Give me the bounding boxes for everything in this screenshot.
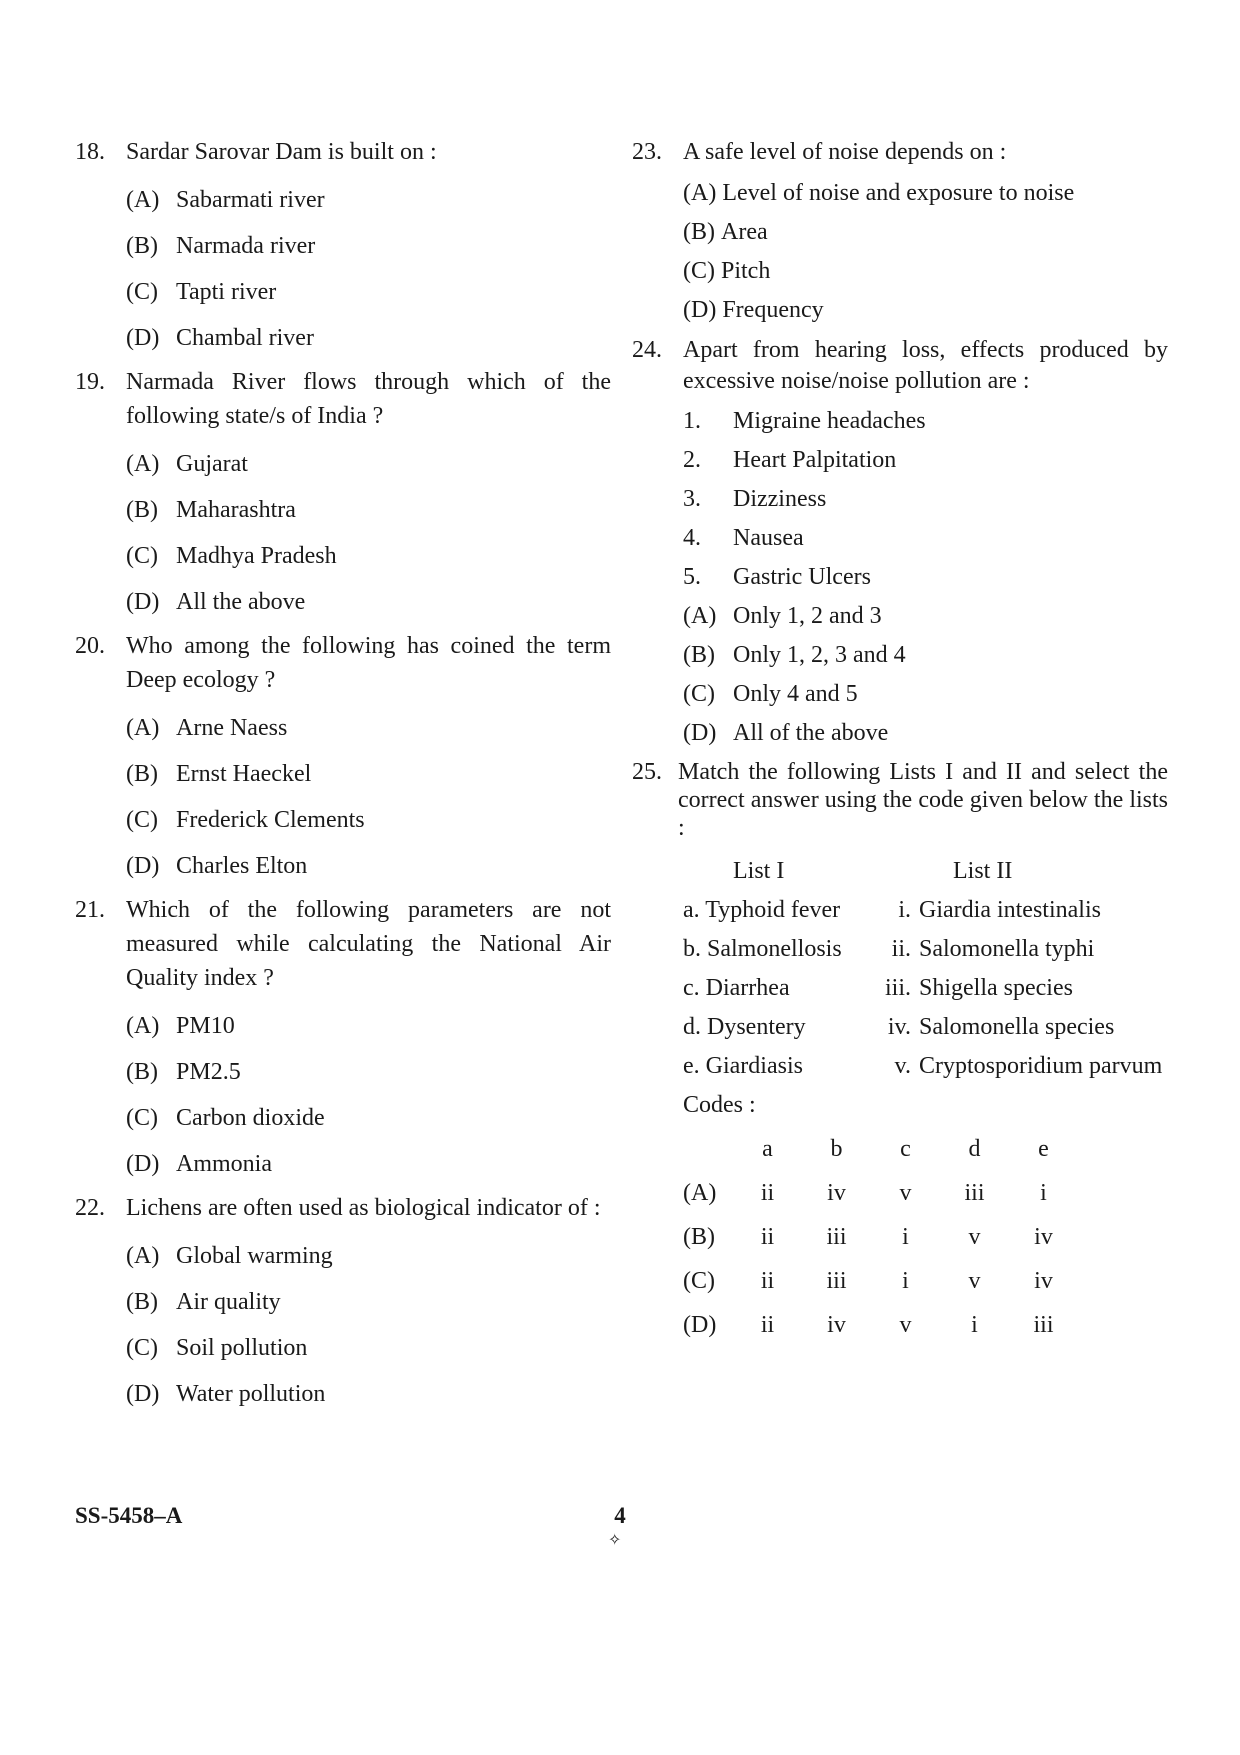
codes-cell: i [971, 1312, 978, 1338]
option-text: Ammonia [176, 1151, 272, 1177]
codes-row [683, 1178, 1168, 1208]
list-2-item: Giardia intestinalis [919, 897, 1101, 923]
list-2-heading: List II [953, 858, 1013, 884]
option-text: Charles Elton [176, 853, 308, 879]
list-1-heading: List I [733, 858, 785, 884]
option-label: (C) [683, 1268, 715, 1294]
codes-cell: iv [827, 1312, 846, 1338]
codes-cell: v [899, 1180, 912, 1206]
codes-cell: iv [827, 1180, 846, 1206]
question-text: A safe level of noise depends on : [683, 139, 1007, 165]
list-2-item: Shigella species [919, 975, 1073, 1001]
option-label: (A) [126, 187, 160, 213]
codes-cell: i [1040, 1180, 1047, 1206]
list-item-number: 2. [683, 447, 701, 473]
list-2-number: iii. [884, 975, 911, 1001]
question-25 [632, 758, 1168, 1340]
codes-header-cell: b [830, 1136, 843, 1162]
option-label: (A) [683, 1180, 717, 1206]
codes-cell: ii [760, 1180, 775, 1206]
question-number: 23. [632, 139, 662, 165]
question-text: Which of the following parameters are not measured while calculating the National Air Quality index ? [126, 897, 611, 991]
question-22 [75, 1191, 611, 1409]
codes-cell: i [902, 1268, 909, 1294]
option-text: Water pollution [176, 1381, 326, 1407]
question-number: 19. [75, 369, 105, 395]
list-2-number: ii. [891, 936, 911, 962]
codes-header-cell: a [762, 1136, 773, 1162]
question-number: 18. [75, 139, 105, 165]
list-1-item: c. Diarrhea [683, 975, 790, 1001]
question-19 [75, 365, 611, 617]
option-label: (B) [126, 233, 158, 259]
option-label: (C) [126, 1105, 158, 1131]
question-24 [632, 335, 1168, 748]
option-label: (C) [126, 807, 158, 833]
option-text: Level of noise and exposure to noise [722, 180, 1075, 206]
option-text: Air quality [176, 1289, 281, 1315]
option-text: Only 4 and 5 [733, 681, 858, 707]
option-text: Carbon dioxide [176, 1105, 325, 1131]
list-item-text: Gastric Ulcers [733, 564, 871, 590]
list-item-text: Nausea [733, 525, 804, 551]
option-text: Gujarat [176, 451, 248, 477]
question-23 [632, 135, 1168, 325]
option-label: (B) [126, 761, 158, 787]
list-item-text: Dizziness [733, 486, 827, 512]
list-2-number: iv. [887, 1014, 911, 1040]
list-1-item: a. Typhoid fever [683, 897, 841, 923]
codes-cell: i [902, 1224, 909, 1250]
list-2-item: Cryptosporidium parvum [919, 1053, 1163, 1079]
list-item-text: Heart Palpitation [733, 447, 897, 473]
option-label: (C) [683, 258, 715, 284]
option-label: (A) [126, 715, 160, 741]
option-label: (D) [126, 325, 160, 351]
option-text: PM10 [176, 1013, 235, 1039]
option-label: (D) [126, 1151, 160, 1177]
question-text: Narmada River flows through which of the following state/s of India ? [126, 369, 611, 429]
list-2-item: Salomonella typhi [919, 936, 1095, 962]
codes-cell: ii [760, 1224, 775, 1250]
question-text: Match the following Lists I and II and select the correct answer using the code given below the lists : [678, 759, 1168, 841]
question-text: Who among the following has coined the term Deep ecology ? [126, 633, 611, 693]
option-label: (B) [683, 642, 715, 668]
question-number: 20. [75, 633, 105, 659]
option-text: Frederick Clements [176, 807, 365, 833]
list-item-number: 5. [683, 564, 701, 590]
option-label: (D) [126, 589, 160, 615]
star-mark-icon: ✧ [608, 1530, 622, 1549]
list-2-item: Salomonella species [919, 1014, 1115, 1040]
codes-row [683, 1266, 1168, 1296]
list-2-number: v. [894, 1053, 911, 1079]
codes-label: Codes : [683, 1092, 756, 1118]
question-text: Apart from hearing loss, effects produced by excessive noise/noise pollution are : [683, 337, 1168, 394]
option-label: (B) [126, 497, 158, 523]
question-text: Lichens are often used as biological indicator of : [126, 1195, 601, 1221]
question-number: 21. [75, 897, 105, 923]
option-text: All of the above [733, 720, 889, 746]
option-text: Only 1, 2, 3 and 4 [733, 642, 906, 668]
match-row [683, 1012, 1168, 1042]
option-label: (B) [126, 1059, 158, 1085]
option-text: Only 1, 2 and 3 [733, 603, 882, 629]
list-item-number: 3. [683, 486, 701, 512]
match-row [683, 895, 1168, 925]
codes-cell: iii [826, 1224, 847, 1250]
right-column [632, 135, 1168, 1340]
codes-row [683, 1310, 1168, 1340]
match-row [683, 973, 1168, 1003]
option-label: (A) [126, 1013, 160, 1039]
option-label: (C) [683, 681, 715, 707]
option-text: Global warming [176, 1243, 333, 1269]
codes-header-cell: d [968, 1136, 981, 1162]
option-text: Narmada river [176, 233, 316, 259]
question-number: 24. [632, 337, 662, 363]
match-list-header [683, 856, 1168, 886]
list-item-number: 4. [683, 525, 701, 551]
codes-cell: iii [826, 1268, 847, 1294]
option-label: (C) [126, 1335, 158, 1361]
codes-row [683, 1222, 1168, 1252]
codes-cell: iii [964, 1180, 985, 1206]
option-label: (A) [126, 451, 160, 477]
option-text: Arne Naess [176, 715, 288, 741]
left-column [75, 135, 611, 1409]
option-text: All the above [176, 589, 306, 615]
list-item-text: Migraine headaches [733, 408, 926, 434]
option-label: (C) [126, 279, 158, 305]
option-label: (B) [683, 219, 715, 245]
option-label: (D) [683, 297, 717, 323]
option-text: Maharashtra [176, 497, 296, 523]
paper-code: SS-5458–A [75, 1503, 183, 1528]
list-item-number: 1. [683, 408, 701, 434]
option-text: Madhya Pradesh [176, 543, 337, 569]
list-1-item: d. Dysentery [683, 1014, 806, 1040]
codes-cell: v [968, 1224, 981, 1250]
codes-header-cell: c [900, 1136, 911, 1162]
option-label: (B) [126, 1289, 158, 1315]
option-text: Soil pollution [176, 1335, 308, 1361]
codes-cell: ii [760, 1268, 775, 1294]
option-label: (A) [126, 1243, 160, 1269]
match-row [683, 1051, 1168, 1081]
codes-cell: iv [1034, 1268, 1053, 1294]
list-2-number: i. [898, 897, 911, 923]
option-label: (D) [683, 1312, 717, 1338]
codes-cell: v [968, 1268, 981, 1294]
option-text: Tapti river [176, 279, 277, 305]
question-21 [75, 893, 611, 1179]
codes-header-row [683, 1134, 1168, 1164]
page-number: 4 [614, 1503, 626, 1528]
option-text: Ernst Haeckel [176, 761, 312, 787]
codes-cell: v [899, 1312, 912, 1338]
question-20 [75, 629, 611, 881]
option-text: PM2.5 [176, 1059, 241, 1085]
codes-cell: iii [1033, 1312, 1054, 1338]
codes-header-cell: e [1038, 1136, 1049, 1162]
option-text: Area [721, 219, 768, 245]
option-text: Pitch [721, 258, 771, 284]
option-text: Sabarmati river [176, 187, 325, 213]
list-1-item: b. Salmonellosis [683, 936, 842, 962]
option-label: (A) [683, 603, 717, 629]
option-label: (C) [126, 543, 158, 569]
list-1-item: e. Giardiasis [683, 1053, 803, 1079]
option-text: Chambal river [176, 325, 314, 351]
option-label: (B) [683, 1224, 715, 1250]
option-label: (D) [126, 853, 160, 879]
question-number: 22. [75, 1195, 105, 1221]
question-number: 25. [632, 759, 662, 785]
codes-cell: iv [1034, 1224, 1053, 1250]
question-18 [75, 135, 611, 353]
option-label: (A) [683, 180, 717, 206]
option-label: (D) [126, 1381, 160, 1407]
option-label: (D) [683, 720, 717, 746]
match-row [683, 934, 1168, 964]
question-text: Sardar Sarovar Dam is built on : [126, 139, 437, 165]
option-text: Frequency [722, 297, 824, 323]
codes-cell: ii [760, 1312, 775, 1338]
